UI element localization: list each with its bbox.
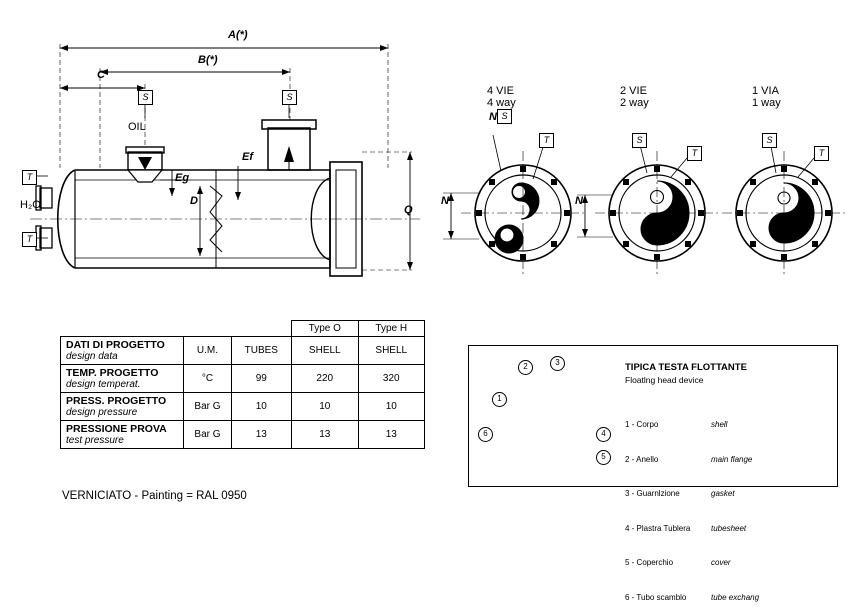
- list-item: 3 - Guarnlzione gasket: [625, 489, 735, 498]
- section-4way-dim-n: N: [441, 195, 449, 207]
- table-row-type-header: [61, 321, 425, 337]
- section-4way-tag-s: S: [497, 109, 512, 124]
- dimension-label-Eg: Eg: [175, 172, 190, 184]
- row-tubes-test: 13: [231, 421, 291, 449]
- header-shell-o: SHELL: [292, 337, 358, 365]
- list-item: 1 - Corpo shell: [625, 420, 728, 429]
- section-4way-dim-n-top: N: [489, 111, 497, 123]
- section-2way-tag-s: S: [632, 133, 647, 148]
- list-item: 5 - Coperchio cover: [625, 558, 731, 567]
- painting-note: VERNICIATO - Painting = RAL 0950: [62, 490, 247, 502]
- row-tubes-temp: 99: [231, 365, 291, 393]
- dimension-label-C: C: [97, 69, 105, 81]
- balloon-5: 5: [596, 450, 611, 465]
- dimension-label-Q: Q: [404, 204, 413, 216]
- list-item: 4 - Plastra Tublera tubesheet: [625, 523, 747, 533]
- section-title-4-way: 4 VIE 4 way: [487, 85, 516, 109]
- table-row-header: [61, 337, 425, 365]
- header-um: U.M.: [184, 337, 231, 365]
- row-shell-h-test: 13: [358, 421, 425, 449]
- type-header-o: Type O: [292, 321, 358, 337]
- row-label-temp: TEMP. PROGETTO design temperat.: [61, 365, 184, 393]
- row-um-temp: °C: [184, 365, 231, 393]
- row-shell-o-test: 13: [292, 421, 358, 449]
- section-title-2-way: 2 VIE 2 way: [620, 85, 649, 109]
- row-shell-h-press: 10: [358, 393, 425, 421]
- section-1way-tag-s: S: [762, 133, 777, 148]
- section-4way-tag-t: T: [539, 133, 554, 148]
- legend-subtitle: Floatlng head device: [625, 375, 704, 385]
- nozzle-tag-s-right: S: [282, 90, 297, 105]
- table-row: [61, 365, 425, 393]
- table-row: [61, 393, 425, 421]
- balloon-3: 3: [550, 356, 565, 371]
- section-2way-dim-n: N: [575, 195, 583, 207]
- type-header-h: Type H: [358, 321, 425, 337]
- list-item: 2 - Anello main flange: [625, 454, 753, 464]
- list-item: 6 - Tubo scamblo tube exchang: [625, 592, 760, 602]
- header-shell-h: SHELL: [358, 337, 425, 365]
- balloon-4: 4: [596, 427, 611, 442]
- row-shell-o-temp: 220: [292, 365, 358, 393]
- nozzle-tag-s-left: S: [138, 90, 153, 105]
- balloon-1: 1: [492, 392, 507, 407]
- dimension-label-Ef: Ef: [242, 151, 253, 163]
- row-label-press: PRESS. PROGETTO design pressure: [61, 393, 184, 421]
- header-tubes: TUBES: [231, 337, 291, 365]
- dimension-label-B: B(*): [198, 54, 218, 66]
- row-um-press: Bar G: [184, 393, 231, 421]
- design-data-table: [60, 320, 425, 449]
- nozzle-tag-t-upper: T: [22, 170, 37, 185]
- row-um-test: Bar G: [184, 421, 231, 449]
- section-2way-tag-t: T: [687, 146, 702, 161]
- fluid-label-oil: OIL: [128, 121, 146, 133]
- fluid-label-water: H₂O: [20, 199, 41, 211]
- section-title-1-way: 1 VIA 1 way: [752, 85, 781, 109]
- balloon-6: 6: [478, 427, 493, 442]
- section-1way-tag-t: T: [814, 146, 829, 161]
- nozzle-tag-t-lower: T: [22, 232, 37, 247]
- balloon-2: 2: [518, 360, 533, 375]
- row-shell-o-press: 10: [292, 393, 358, 421]
- dimension-label-A: A(*): [228, 29, 248, 41]
- row-label-test: PRESSIONE PROVA test pressure: [61, 421, 184, 449]
- header-label: DATI DI PROGETTO design data: [61, 337, 184, 365]
- legend-item-list: [625, 396, 759, 615]
- row-shell-h-temp: 320: [358, 365, 425, 393]
- table-row: [61, 421, 425, 449]
- row-tubes-press: 10: [231, 393, 291, 421]
- legend-title: TIPICA TESTA FLOTTANTE: [625, 362, 747, 373]
- dimension-label-D: D: [190, 195, 198, 207]
